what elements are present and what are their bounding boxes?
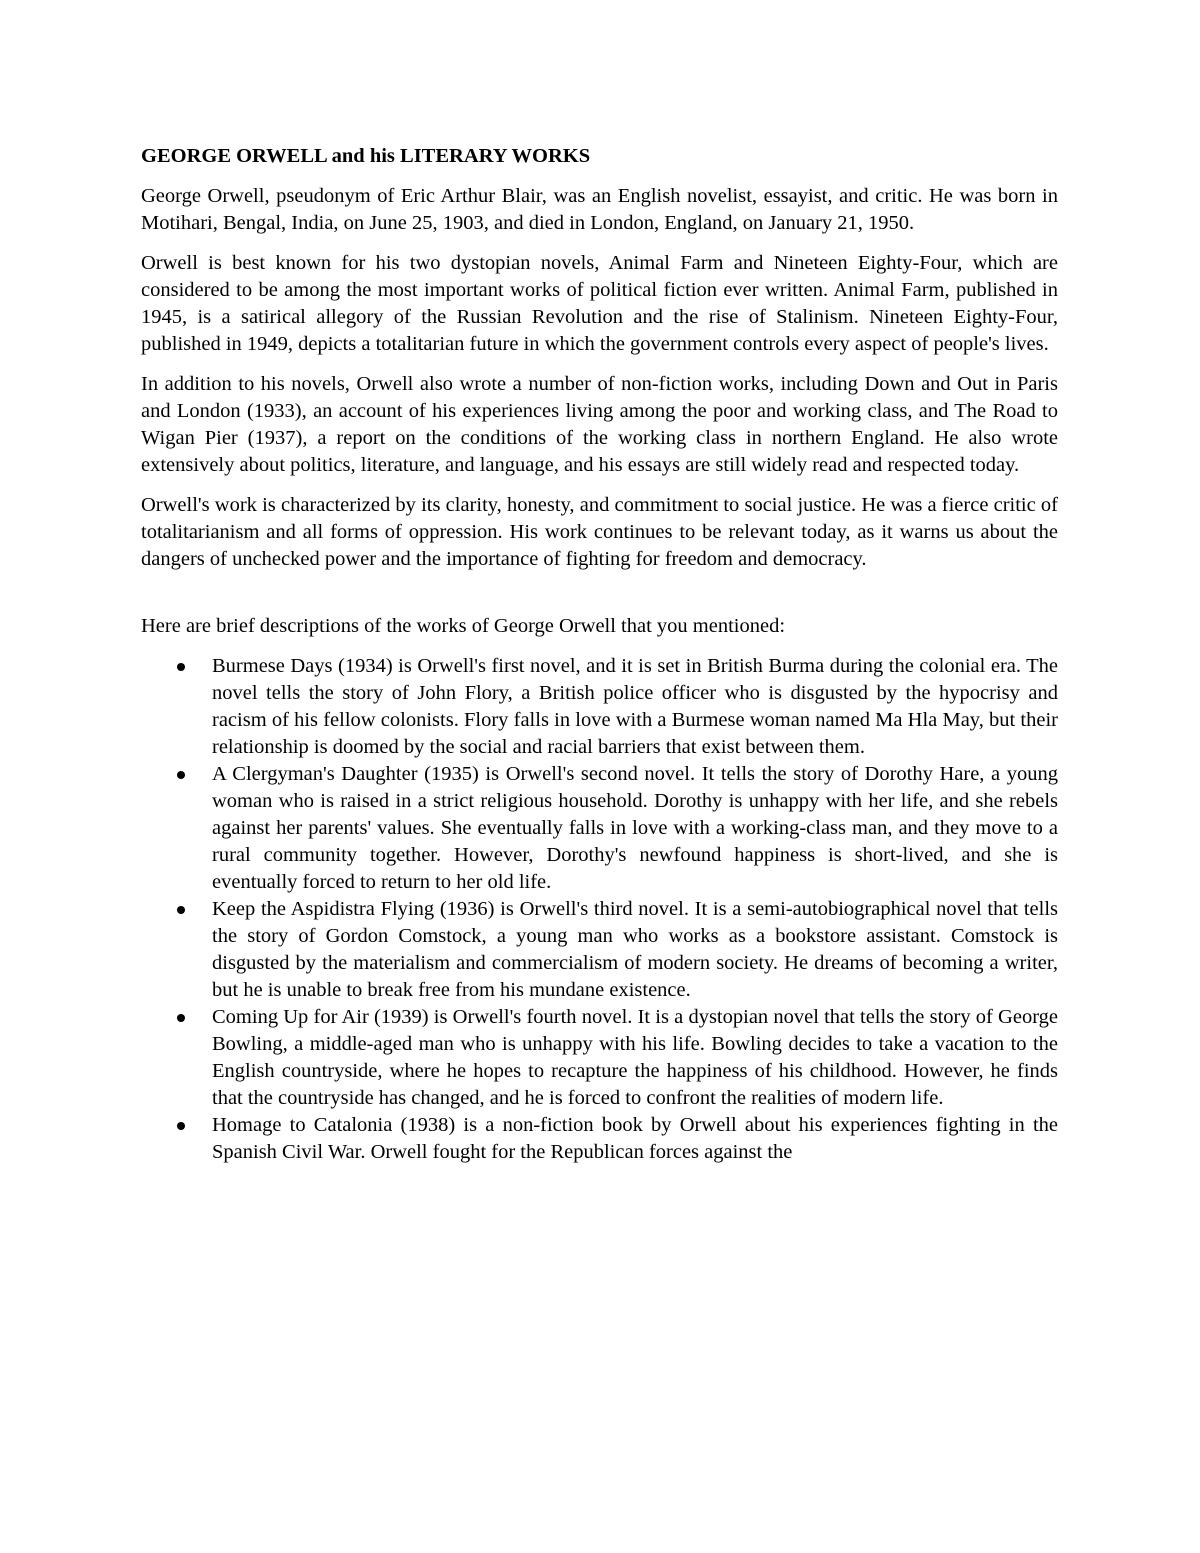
works-intro: Here are brief descriptions of the works of George Orwell that you mentioned: (141, 615, 786, 637)
paragraph-biography: George Orwell, pseudonym of Eric Arthur Blair, was an English novelist, essayist, and critic. He was born in Motihari, Bengal, India, on June 25, 1903, and died in London, England, on January 21, 1950. (141, 185, 1058, 234)
bullet-icon (177, 906, 185, 914)
work-description: Burmese Days (1934) is Orwell's first novel, and it is set in British Burma during the colonial era. The novel tells the story of John Flory, a British police officer who is disgusted by the hypocrisy and racism of his fellow colonists. Flory falls in love with a Burmese woman named Ma Hla May, but their relationship is doomed by the social and racial barriers that exist between them. (212, 655, 1058, 758)
work-description: Keep the Aspidistra Flying (1936) is Orwell's third novel. It is a semi-autobiographical novel that tells the story of Gordon Comstock, a young man who works as a bookstore assistant. Comstock is disgusted by the materialism and commercialism of modern society. He dreams of becoming a writer, but he is unable to break free from his mundane existence. (212, 898, 1058, 1001)
bullet-icon (177, 1014, 185, 1022)
bullet-icon (177, 1122, 185, 1130)
paragraph-dystopian-novels: Orwell is best known for his two dystopian novels, Animal Farm and Nineteen Eighty-Four, which are considered to be among the most important works of political fiction ever written. Animal Farm, published in 1945, is a satirical allegory of the Russian Revolution and the rise of Stalinism. Nineteen Eighty-Four, published in 1949, depicts a totalitarian future in which the government controls every aspect of people's lives. (141, 252, 1058, 355)
paragraph-non-fiction: In addition to his novels, Orwell also wrote a number of non-fiction works, including Down and Out in Paris and London (1933), an account of his experiences living among the poor and working class, and The Road to Wigan Pier (1937), a report on the conditions of the working class in northern England. He also wrote extensively about politics, literature, and language, and his essays are still widely read and respected today. (141, 373, 1058, 476)
list-item (141, 653, 1058, 761)
work-description: Coming Up for Air (1939) is Orwell's fourth novel. It is a dystopian novel that tells the story of George Bowling, a middle-aged man who is unhappy with his life. Bowling decides to take a vacation to the English countryside, where he hopes to recapture the happiness of his childhood. However, he finds that the countryside has changed, and he is forced to confront the realities of modern life. (212, 1006, 1058, 1109)
blank-line (141, 586, 1058, 613)
list-item (141, 896, 1058, 1004)
bullet-icon (177, 663, 185, 671)
works-list (141, 653, 1058, 1166)
list-item (141, 761, 1058, 896)
list-item (141, 1112, 1058, 1166)
work-description: A Clergyman's Daughter (1935) is Orwell's second novel. It tells the story of Dorothy Hare, a young woman who is raised in a strict religious household. Dorothy is unhappy with her life, and she rebels against her parents' values. She eventually falls in love with a working-class man, and they move to a rural community together. However, Dorothy's newfound happiness is short-lived, and she is eventually forced to return to her old life. (212, 763, 1058, 893)
bullet-icon (177, 771, 185, 779)
document-title: GEORGE ORWELL and his LITERARY WORKS (141, 145, 591, 167)
paragraph-legacy: Orwell's work is characterized by its clarity, honesty, and commitment to social justice. He was a fierce critic of totalitarianism and all forms of oppression. His work continues to be relevant today, as it warns us about the dangers of unchecked power and the importance of fighting for freedom and democracy. (141, 494, 1058, 570)
document-page (141, 142, 1058, 1166)
list-item (141, 1004, 1058, 1112)
work-description: Homage to Catalonia (1938) is a non-fiction book by Orwell about his experiences fighting in the Spanish Civil War. Orwell fought for the Republican forces against the (212, 1114, 1058, 1163)
